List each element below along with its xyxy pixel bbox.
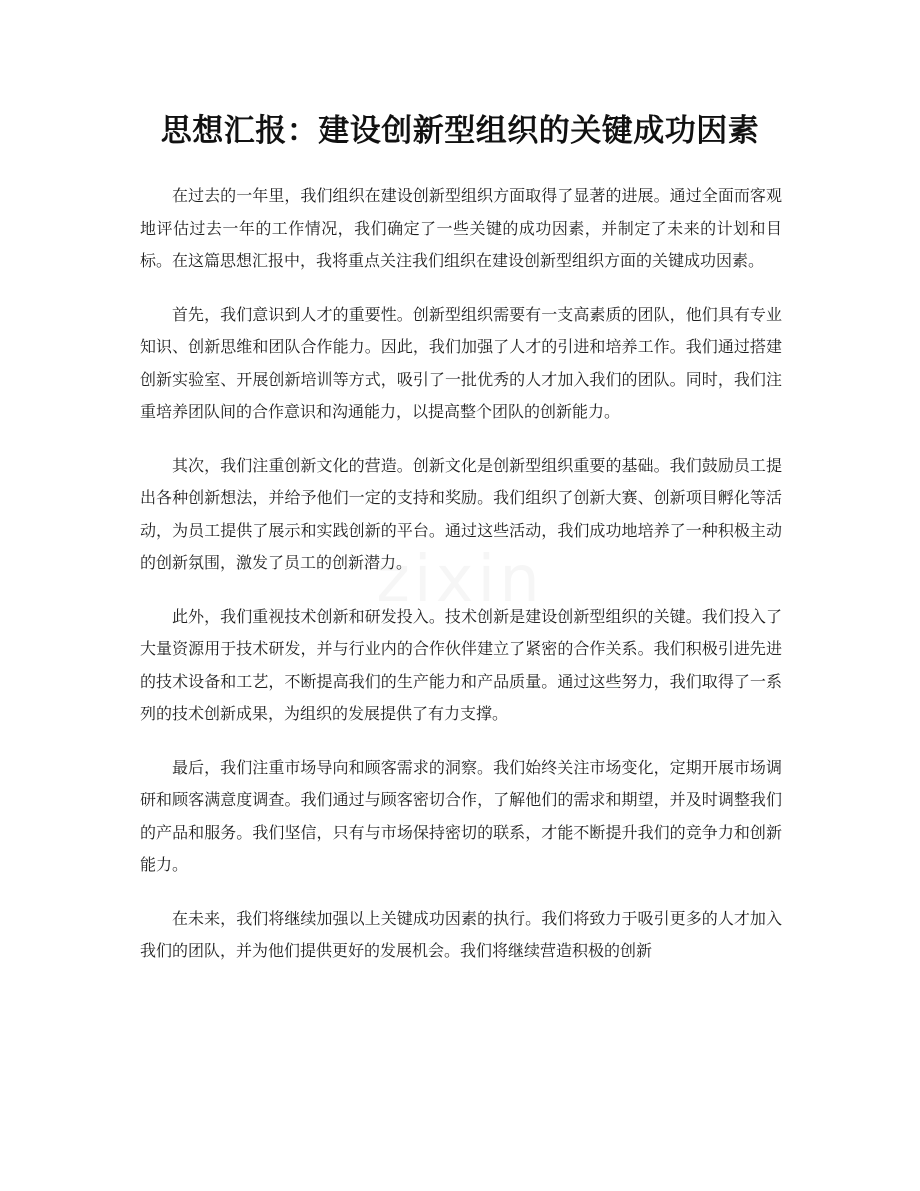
paragraph-1: 在过去的一年里，我们组织在建设创新型组织方面取得了显著的进展。通过全面而客观地评估过去一年的工作情况，我们确定了一些关键的成功因素，并制定了未来的计划和目标。在这篇思想汇报中，我将重点关注我们组织在建设创新型组织方面的关键成功因素。 [140, 186, 782, 270]
paragraph-2: 首先，我们意识到人才的重要性。创新型组织需要有一支高素质的团队，他们具有专业知识、创新思维和团队合作能力。因此，我们加强了人才的引进和培养工作。我们通过搭建创新实验室、开展创新培训等方式，吸引了一批优秀的人才加入我们的团队。同时，我们注重培养团队间的合作意识和沟通能力，以提高整个团队的创新能力。 [140, 304, 782, 421]
document-title: 思想汇报：建设创新型组织的关键成功因素 [160, 113, 760, 149]
paragraph-5: 最后，我们注重市场导向和顾客需求的洞察。我们始终关注市场变化，定期开展市场调研和顾客满意度调查。我们通过与顾客密切合作，了解他们的需求和期望，并及时调整我们的产品和服务。我们坚信，只有与市场保持密切的联系，才能不断提升我们的竞争力和创新能力。 [140, 757, 782, 874]
paragraph-3: 其次，我们注重创新文化的营造。创新文化是创新型组织重要的基础。我们鼓励员工提出各种创新想法，并给予他们一定的支持和奖励。我们组织了创新大赛、创新项目孵化等活动，为员工提供了展示和实践创新的平台。通过这些活动，我们成功地培养了一种积极主动的创新氛围，激发了员工的创新潜力。 [140, 455, 782, 572]
paragraph-4: 此外，我们重视技术创新和研发投入。技术创新是建设创新型组织的关键。我们投入了大量资源用于技术研发，并与行业内的合作伙伴建立了紧密的合作关系。我们积极引进先进的技术设备和工艺，不断提高我们的生产能力和产品质量。通过这些努力，我们取得了一系列的技术创新成果，为组织的发展提供了有力支撑。 [140, 606, 782, 723]
paragraph-6: 在未来，我们将继续加强以上关键成功因素的执行。我们将致力于吸引更多的人才加入我们的团队，并为他们提供更好的发展机会。我们将继续营造积极的创新 [140, 908, 782, 960]
document-body [140, 180, 782, 989]
